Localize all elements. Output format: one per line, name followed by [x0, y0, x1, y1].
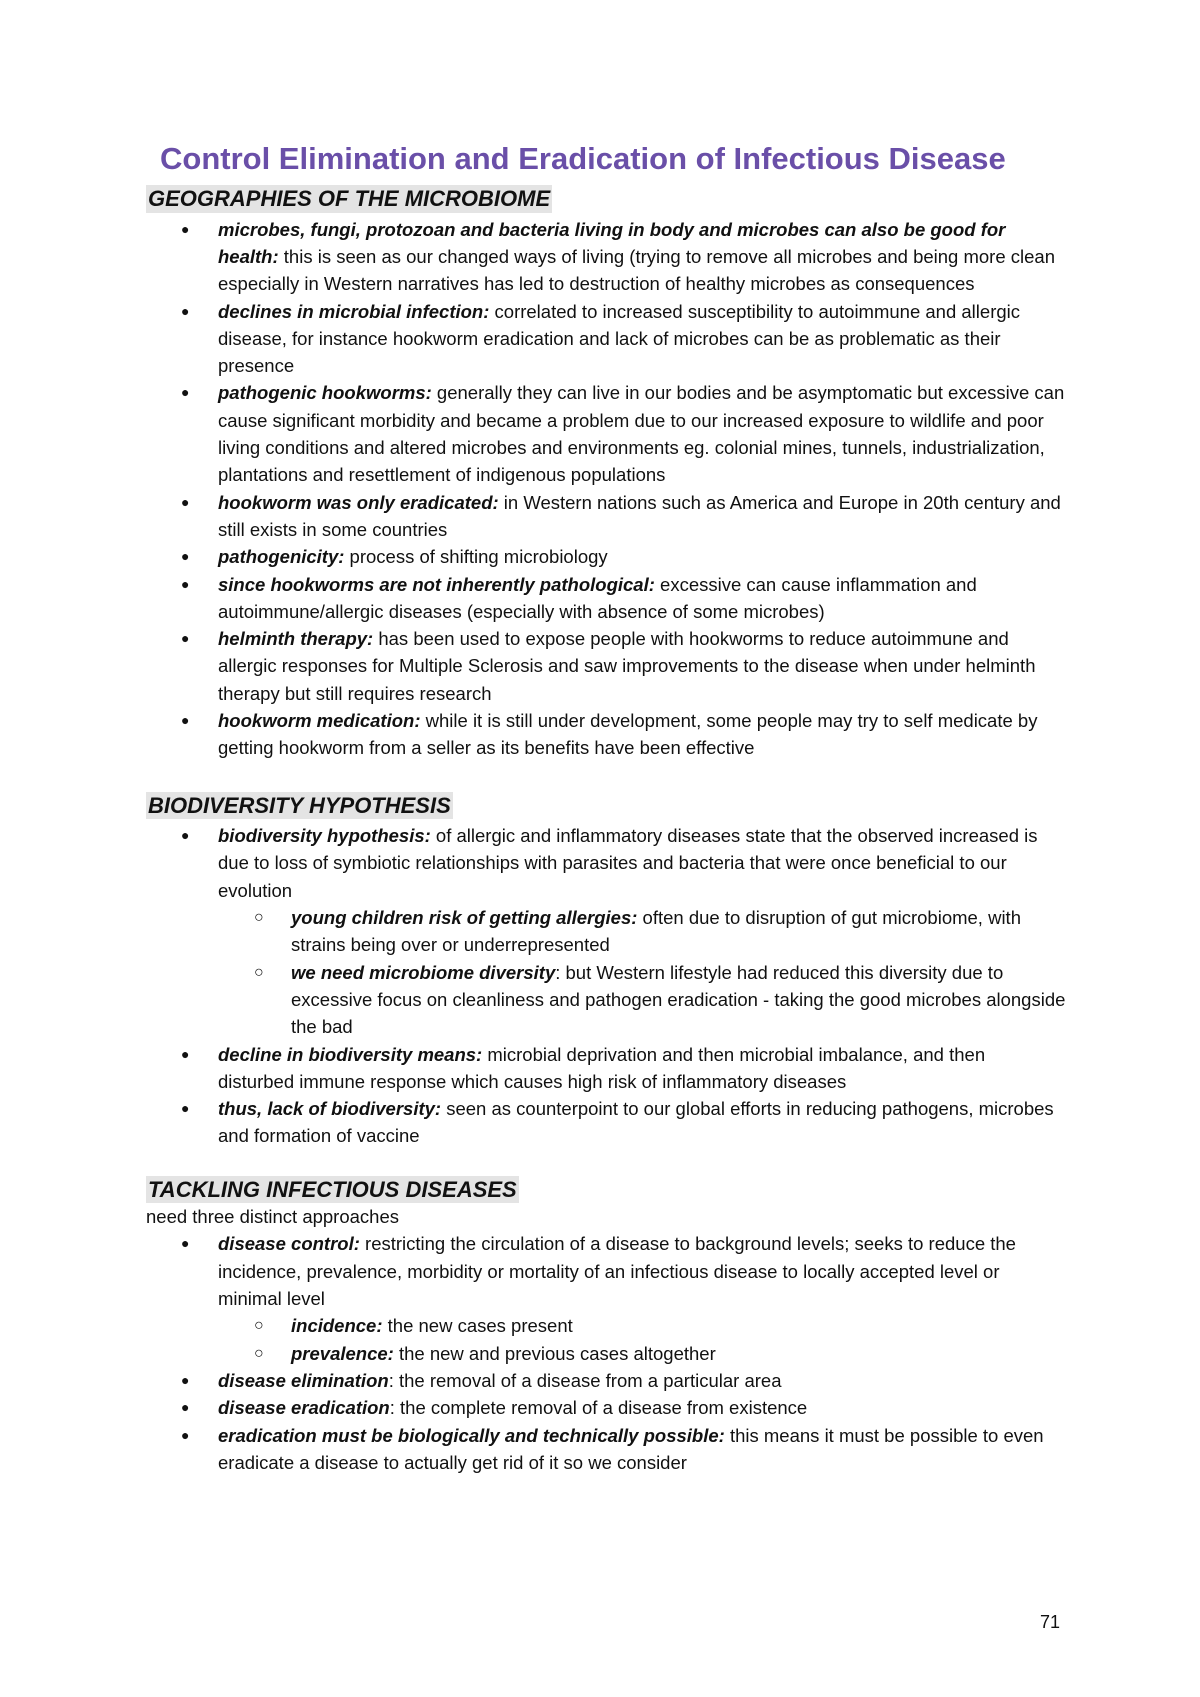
definition: process of shifting microbiology [344, 546, 608, 568]
definition: seen as counterpoint to our global efforts in reducing pathogens, microbes and formation of vaccine [218, 1098, 1054, 1147]
definition: microbial deprivation and then microbial imbalance, and then disturbed immune response which causes high risk of inflammatory diseases [218, 1043, 986, 1092]
term: young children risk of getting allergies: [291, 907, 638, 929]
term: helminth therapy: [218, 628, 374, 650]
term: incidence: [291, 1315, 383, 1337]
definition: has been used to expose people with hookworms to reduce autoimmune and allergic responses for Multiple Sclerosis and saw improvements to the disease when under helminth therapy but still requires research [218, 628, 1036, 704]
bullet-icon: ● [181, 630, 190, 647]
hollow-bullet-icon: ○ [254, 909, 264, 927]
definition: this is seen as our changed ways of living (trying to remove all microbes and being more clean especially in Western narratives has led to destruction of healthy microbes as consequences [218, 245, 1055, 295]
sub-bullet-list [218, 904, 1066, 1040]
list-item [181, 1230, 1066, 1366]
section-geographies-of-the-microbiome [146, 185, 1066, 761]
section-biodiversity-hypothesis [146, 792, 1066, 1150]
definition: the new cases present [382, 1315, 573, 1337]
bullet-icon: ● [181, 493, 190, 510]
definition: of allergic and inflammatory diseases state that the observed increased is due to loss of symbiotic relationships with parasites and bacteria that were once beneficial to our evolution [218, 825, 1038, 901]
term: thus, lack of biodiversity: [218, 1098, 442, 1120]
term: hookworm medication: [218, 710, 421, 732]
definition: : the complete removal of a disease from existence [389, 1397, 808, 1419]
term: disease control: [218, 1233, 360, 1255]
bullet-list [146, 216, 1066, 762]
definition: excessive can cause inflammation and autoimmune/allergic diseases (especially with absence of some microbes) [218, 573, 977, 622]
section-tackling-infectious-diseases [146, 1176, 1066, 1476]
definition: generally they can live in our bodies and be asymptomatic but excessive can cause significant morbidity and became a problem due to our increased exposure to wildlife and poor living conditions and altered microbes and environments eg. colonial mines, tunnels, industrialization, plantations and resettlement of indigenous populations [218, 382, 1065, 486]
sub-list-item [254, 959, 1066, 1041]
bullet-icon: ● [181, 1371, 190, 1388]
list-item [181, 543, 1066, 570]
term: hookworm was only eradicated: [218, 491, 499, 513]
definition: in Western nations such as America and Europe in 20th century and still exists in some countries [218, 491, 1061, 540]
list-item [181, 625, 1066, 707]
term: pathogenic hookworms: [218, 382, 432, 404]
list-item [181, 1041, 1066, 1096]
list-item [181, 1095, 1066, 1150]
sub-list-item [254, 904, 1066, 959]
list-item [181, 1394, 1066, 1421]
list-item [181, 298, 1066, 380]
bullet-icon: ● [181, 1235, 190, 1252]
term: decline in biodiversity means: [218, 1043, 483, 1065]
term: eradication must be biologically and technically possible: [218, 1424, 725, 1446]
definition: correlated to increased susceptibility to autoimmune and allergic disease, for instance hookworm eradication and lack of microbes can be as problematic as their presence [218, 300, 1021, 377]
definition: while it is still under development, some people may try to self medicate by getting hookworm from a seller as its benefits have been effective [218, 710, 1038, 759]
section-heading: BIODIVERSITY HYPOTHESIS [148, 792, 451, 818]
bullet-icon: ● [181, 1100, 190, 1117]
bullet-icon: ● [181, 712, 190, 729]
bullet-icon: ● [181, 220, 190, 237]
section-intro: need three distinct approaches [146, 1206, 400, 1228]
term: prevalence: [291, 1342, 394, 1364]
page-number: 71 [1040, 1612, 1061, 1632]
bullet-icon: ● [181, 1045, 190, 1062]
term: we need microbiome diversity [291, 961, 556, 983]
term: declines in microbial infection: [218, 300, 490, 322]
document-page [146, 140, 1066, 1502]
hollow-bullet-icon: ○ [254, 1317, 264, 1335]
hollow-bullet-icon: ○ [254, 1344, 264, 1362]
list-item [181, 1422, 1066, 1477]
bullet-icon: ● [181, 548, 190, 565]
bullet-icon: ● [181, 575, 190, 592]
definition: this means it must be possible to even eradicate a disease to actually get rid of it so we consider [218, 1424, 1044, 1473]
bullet-icon: ● [181, 302, 190, 319]
definition: : but Western lifestyle had reduced this diversity due to excessive focus on cleanliness and pathogen eradication - taking the good microbes alongside the bad [291, 961, 1066, 1038]
bullet-icon: ● [181, 827, 190, 844]
document-title: Control Elimination and Eradication of Infectious Disease [160, 141, 1006, 176]
list-item [181, 822, 1066, 1040]
sub-bullet-list [218, 1312, 1066, 1367]
term: disease elimination [218, 1369, 389, 1391]
list-item [181, 216, 1066, 298]
definition: the new and previous cases altogether [393, 1342, 716, 1364]
bullet-list [146, 822, 1066, 1150]
term: pathogenicity: [218, 546, 345, 568]
list-item [181, 379, 1066, 488]
hollow-bullet-icon: ○ [254, 963, 264, 981]
sub-list-item [254, 1340, 1066, 1367]
sub-list-item [254, 1312, 1066, 1339]
list-item [181, 489, 1066, 544]
list-item [181, 571, 1066, 626]
term: microbes, fungi, protozoan and bacteria living in body and microbes can also be good for health: [218, 218, 1006, 267]
definition: : the removal of a disease from a particular area [388, 1369, 782, 1391]
list-item [181, 1367, 1066, 1394]
bullet-list [146, 1230, 1066, 1476]
term: biodiversity hypothesis: [218, 825, 431, 847]
term: disease eradication [218, 1397, 390, 1419]
bullet-icon: ● [181, 1426, 190, 1443]
definition: often due to disruption of gut microbiome, with strains being over or underrepresented [291, 907, 1021, 956]
bullet-icon: ● [181, 1399, 190, 1416]
definition: restricting the circulation of a disease to background levels; seeks to reduce the incidence, prevalence, morbidity or mortality of an infectious disease to locally accepted level or minimal level [218, 1233, 1016, 1310]
section-heading: TACKLING INFECTIOUS DISEASES [148, 1176, 517, 1202]
section-heading: GEOGRAPHIES OF THE MICROBIOME [148, 186, 551, 212]
bullet-icon: ● [181, 384, 190, 401]
term: since hookworms are not inherently pathological: [218, 573, 655, 595]
list-item [181, 707, 1066, 762]
